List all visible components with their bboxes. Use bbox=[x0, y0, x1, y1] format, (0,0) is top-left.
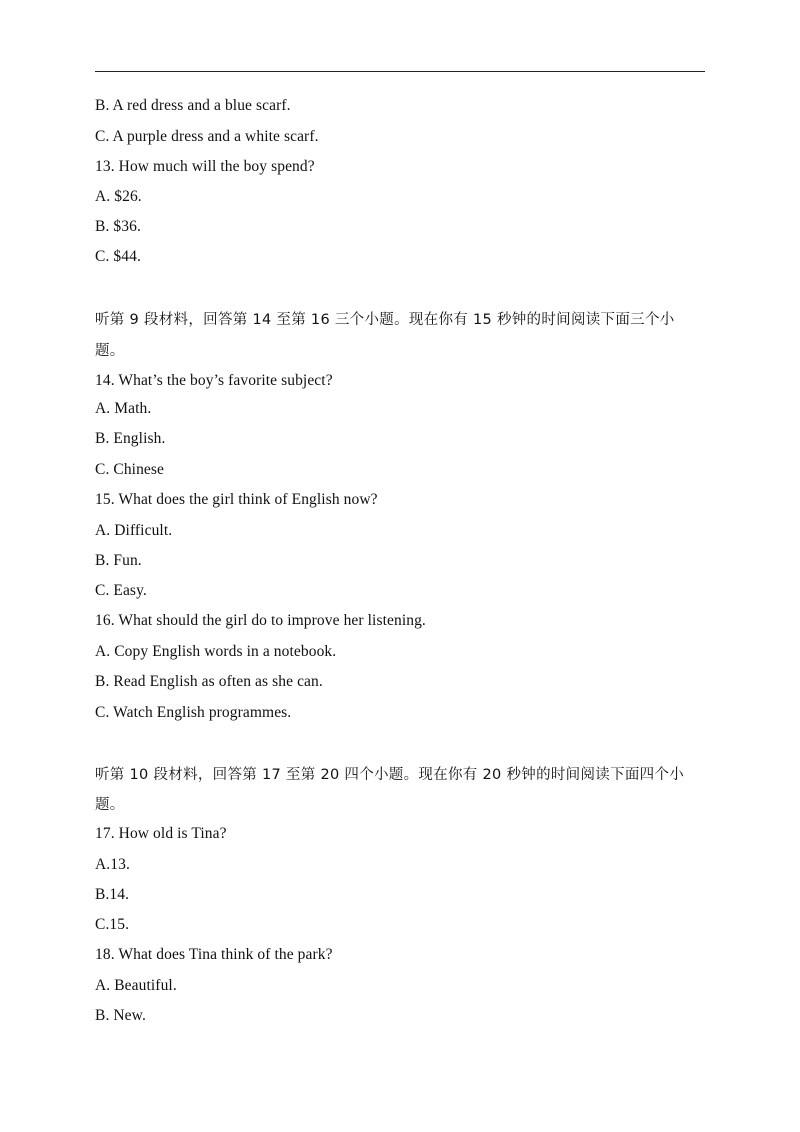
option-13b: B. $36. bbox=[95, 218, 141, 235]
option-13c: C. $44. bbox=[95, 248, 141, 265]
option-14a: A. Math. bbox=[95, 400, 152, 417]
instruction-section-9: 听第 9 段材料，回答第 14 至第 16 三个小题。现在你有 15 秒钟的时间阅读下面三个小 bbox=[95, 312, 675, 328]
option-15b: B. Fun. bbox=[95, 552, 142, 569]
question-16: 16. What should the girl do to improve her listening. bbox=[95, 612, 426, 629]
instruction-section-10: 听第 10 段材料，回答第 17 至第 20 四个小题。现在你有 20 秒钟的时间阅读下面四个小 bbox=[95, 767, 685, 783]
option-17a: A.13. bbox=[95, 856, 130, 873]
option-14b: B. English. bbox=[95, 430, 166, 447]
option-15c: C. Easy. bbox=[95, 582, 147, 599]
question-17: 17. How old is Tina? bbox=[95, 825, 227, 842]
question-18: 18. What does Tina think of the park? bbox=[95, 946, 333, 963]
header-rule bbox=[95, 71, 705, 72]
option-13a: A. $26. bbox=[95, 188, 142, 205]
instruction-section-9-cont: 题。 bbox=[95, 343, 125, 359]
option-18a: A. Beautiful. bbox=[95, 977, 177, 994]
option-12c: C. A purple dress and a white scarf. bbox=[95, 128, 319, 145]
question-13: 13. How much will the boy spend? bbox=[95, 158, 315, 175]
option-16b: B. Read English as often as she can. bbox=[95, 673, 323, 690]
question-15: 15. What does the girl think of English now? bbox=[95, 491, 378, 508]
option-15a: A. Difficult. bbox=[95, 522, 173, 539]
option-18b: B. New. bbox=[95, 1007, 146, 1024]
option-17c: C.15. bbox=[95, 916, 130, 933]
option-16c: C. Watch English programmes. bbox=[95, 704, 292, 721]
option-14c: C. Chinese bbox=[95, 461, 165, 478]
option-16a: A. Copy English words in a notebook. bbox=[95, 643, 337, 660]
question-14: 14. What’s the boy’s favorite subject? bbox=[95, 372, 333, 389]
option-12b: B. A red dress and a blue scarf. bbox=[95, 97, 291, 114]
option-17b: B.14. bbox=[95, 886, 130, 903]
instruction-section-10-cont: 题。 bbox=[95, 797, 125, 813]
